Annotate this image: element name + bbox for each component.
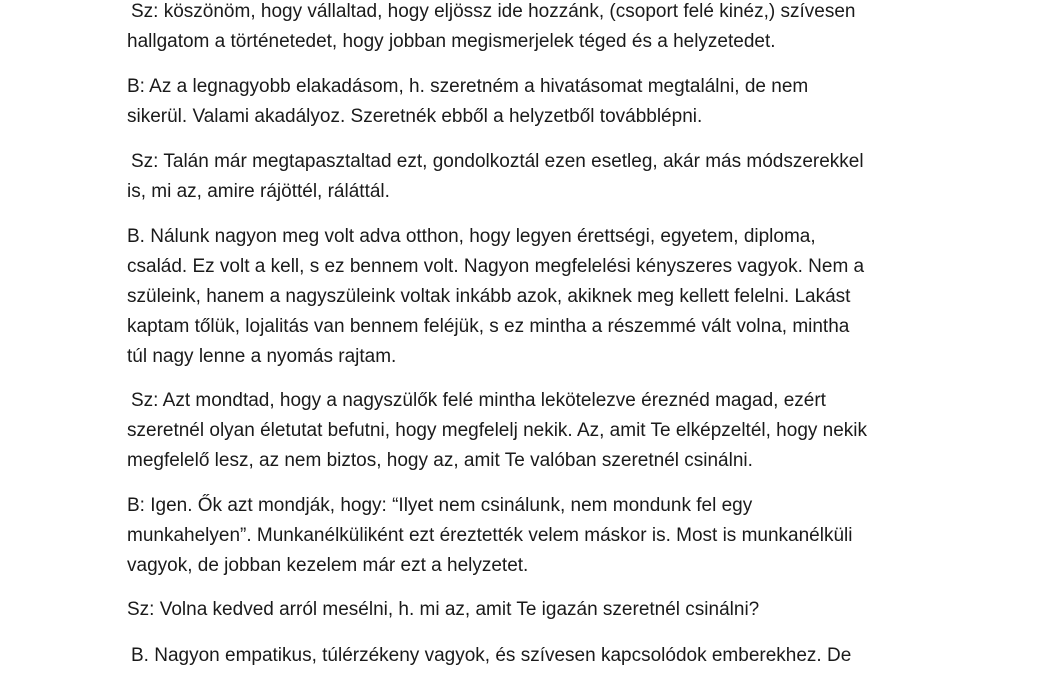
paragraph-line: munkahelyen”. Munkanélküliként ezt éreztették velem máskor is. Most is munkanélküli: [127, 525, 853, 546]
paragraph-line: sikerül. Valami akadályoz. Szeretnék ebből a helyzetből továbblépni.: [127, 106, 703, 127]
paragraph-client-4: [127, 641, 942, 671]
paragraph-client-3: [127, 491, 942, 581]
paragraph-line: Sz: köszönöm, hogy vállaltad, hogy eljössz ide hozzánk, (csoport felé kinéz,) szívesen: [131, 1, 856, 22]
paragraph-therapist-2: [127, 147, 942, 207]
paragraph-client-2: [127, 222, 942, 372]
paragraph-line: szüleink, hanem a nagyszüleink voltak inkább azok, akiknek meg kellett felelni. Lakást: [127, 286, 851, 307]
paragraph-line: kaptam tőlük, lojalitás van bennem feléjük, s ez mintha a részemmé vált volna, mintha: [127, 316, 850, 337]
paragraph-line: B. Nagyon empatikus, túlérzékeny vagyok, és szívesen kapcsolódok emberekhez. De: [131, 645, 852, 666]
paragraph-line: B. Nálunk nagyon meg volt adva otthon, hogy legyen érettségi, egyetem, diploma,: [127, 226, 816, 247]
paragraph-line: Sz: Azt mondtad, hogy a nagyszülők felé mintha lekötelezve éreznéd magad, ezért: [131, 390, 826, 411]
paragraph-line: megfelelő lesz, az nem biztos, hogy az, amit Te valóban szeretnél csinálni.: [127, 450, 753, 471]
paragraph-line: vagyok, de jobban kezelem már ezt a helyzetet.: [127, 555, 529, 576]
paragraph-therapist-3: [127, 386, 942, 476]
paragraph-line: túl nagy lenne a nyomás rajtam.: [127, 346, 397, 367]
paragraph-line: is, mi az, amire rájöttél, ráláttál.: [127, 181, 390, 202]
paragraph-line: szeretnél olyan életutat befutni, hogy megfelelj nekik. Az, amit Te elképzeltél, hogy nekik: [127, 420, 868, 441]
paragraph-line: Sz: Talán már megtapasztaltad ezt, gondolkoztál ezen esetleg, akár más módszerekkel: [131, 151, 864, 172]
paragraph-line: család. Ez volt a kell, s ez bennem volt. Nagyon megfelelési kényszeres vagyok. Nem a: [127, 256, 865, 277]
paragraph-therapist-1: [127, 0, 942, 57]
paragraph-line: hallgatom a történetedet, hogy jobban megismerjelek téged és a helyzetedet.: [127, 31, 776, 52]
paragraph-line: B: Az a legnagyobb elakadásom, h. szeretném a hivatásomat megtalálni, de nem: [127, 76, 809, 97]
paragraph-client-1: [127, 72, 942, 132]
paragraph-therapist-4: [127, 595, 942, 625]
paragraph-line: B: Igen. Ők azt mondják, hogy: “Ilyet nem csinálunk, nem mondunk fel egy: [127, 495, 753, 516]
paragraph-line: Sz: Volna kedved arról mesélni, h. mi az, amit Te igazán szeretnél csinálni?: [127, 599, 760, 620]
